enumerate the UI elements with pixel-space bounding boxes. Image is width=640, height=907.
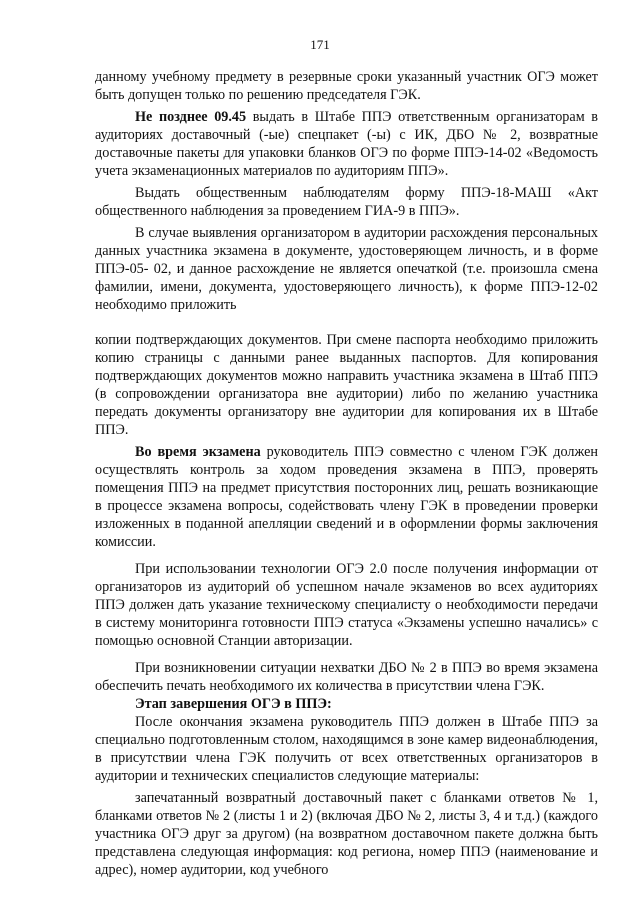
paragraph-text: Выдать общественным наблюдателям форму ППЭ-18-МАШ «Акт общественного наблюдения за проведением ГИА-9 в ППЭ». <box>95 185 598 219</box>
paragraph-after-exam <box>95 713 598 785</box>
paragraph-dbo-shortage <box>95 659 598 695</box>
paragraph-text: данному учебному предмету в резервные сроки указанный участник ОГЭ может быть допущен только по решению председателя ГЭК. <box>95 69 598 103</box>
paragraph-text: При использовании технологии ОГЭ 2.0 после получения информации от организаторов из аудиторий об успешном начале экзаменов во всех аудиториях ППЭ должен дать указание техническому специалисту о необходимости передачи в систему мониторинга готовности ППЭ статуса «Экзамены успешно начались» с помощью основной Станции авторизации. <box>95 561 598 649</box>
paragraph-during-exam <box>95 443 598 551</box>
paragraph-reserve-dates <box>95 68 598 104</box>
paragraph-text: После окончания экзамена руководитель ППЭ должен в Штабе ППЭ за специально подготовленным столом, находящимся в зоне камер видеонаблюдения, в присутствии члена ГЭК получить от всех ответственных организаторов в аудитории и технических специалистов следующие материалы: <box>95 714 598 784</box>
paragraph-sealed-package <box>95 789 598 879</box>
paragraph-observers-form <box>95 184 598 220</box>
page-number: 171 <box>310 37 330 52</box>
paragraph-oge-2-technology <box>95 560 598 650</box>
paragraph-text: При возникновении ситуации нехватки ДБО № 2 в ППЭ во время экзамена обеспечить печать необходимого их количества в присутствии члена ГЭК. <box>95 660 598 694</box>
paragraph-deadline-0945 <box>95 108 598 180</box>
paragraph-text: запечатанный возвратный доставочный пакет с бланками ответов № 1, бланками ответов № 2 (листы 1 и 2) (включая ДБО № 2, листы 3, 4 и т.д.) (каждого участника ОГЭ друг за другом) (на возвратном доставочном пакете должна быть представлена следующая информация: код региона, номер ППЭ (наименование и адрес), номер аудитории, код учебного <box>95 790 598 878</box>
paragraph-text: копии подтверждающих документов. При смене паспорта необходимо приложить копию страницы с данными ранее выданных паспортов. Для копирования подтверждающих документов можно направить участника экзамена в Штаб ППЭ (в сопровождении организатора вне аудитории) либо по желанию участника передать документы организатору вне аудитории для копирования их в Штабе ППЭ. <box>95 332 598 438</box>
section-heading-text: Этап завершения ОГЭ в ППЭ: <box>135 696 332 712</box>
paragraph-text: руководитель ППЭ совместно с членом ГЭК должен осуществлять контроль за ходом проведения экзамена в ППЭ, проверять помещения ППЭ на предмет присутствия посторонних лиц, решать возникающие в процессе экзамена вопросы, содействовать члену ГЭК в проведении проверки изложенных в поданной апелляции сведений и в оформлении формы заключения комиссии. <box>95 444 598 550</box>
paragraph-text: выдать в Штабе ППЭ ответственным организаторам в аудиториях доставочный (-ые) спецпакет (-ы) с ИК, ДБО № 2, возвратные доставочные пакеты для упаковки бланков ОГЭ по форме ППЭ-14-02 «Ведомость учета экзаменационных материалов по аудиториям ППЭ». <box>95 109 598 179</box>
paragraph-bold-lead: Во время экзамена <box>135 444 261 460</box>
paragraph-bold-lead: Не позднее 09.45 <box>135 109 247 125</box>
section-heading-completion <box>95 695 598 713</box>
paragraph-copies-documents <box>95 331 598 439</box>
document-body <box>95 68 598 879</box>
paragraph-data-mismatch <box>95 224 598 314</box>
paragraph-text: В случае выявления организатором в аудитории расхождения персональных данных участника экзамена в документе, удостоверяющем личность, и в форме ППЭ-05- 02, и данное расхождение не является опечаткой (т.е. произошла смена фамилии, имени, документа, удостоверяющего личность), к форме ППЭ-12-02 необходимо приложить <box>95 225 598 313</box>
